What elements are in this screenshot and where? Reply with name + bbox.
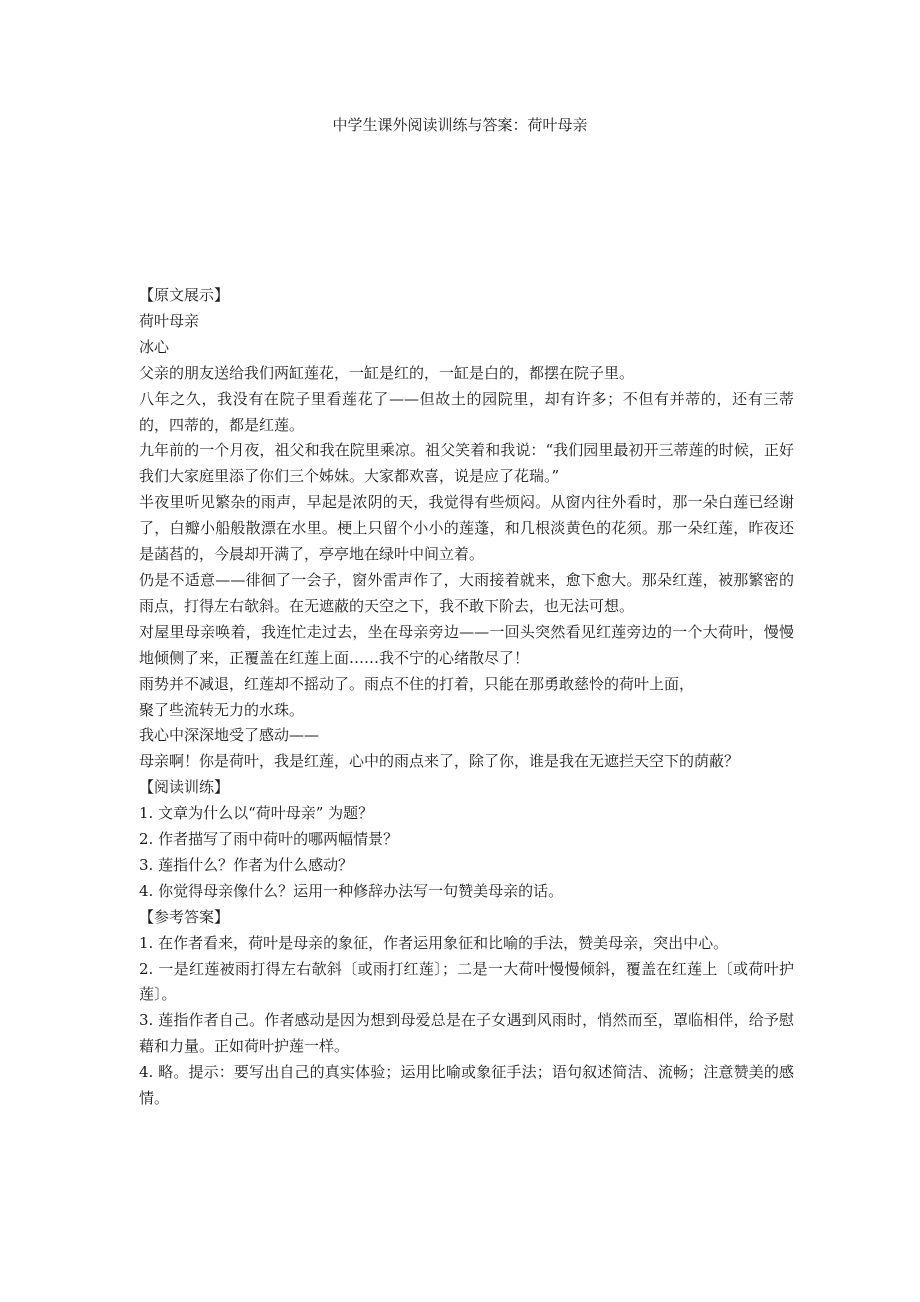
article-title: 荷叶母亲 bbox=[139, 311, 200, 330]
article-paragraph: 雨势并不减退，红莲却不摇动了。雨点不住的打着，只能在那勇敢慈怜的荷叶上面， bbox=[139, 674, 695, 693]
answer-item: 4. 略。提示：要写出自己的真实体验；运用比喻或象征手法；语句叙述简洁、流畅；注意赞美的感情。 bbox=[139, 1063, 794, 1108]
article-paragraph: 八年之久，我没有在院子里看莲花了——但故土的园院里，却有许多；不但有并蒂的，还有三蒂的，四蒂的，都是红莲。 bbox=[139, 389, 794, 434]
article-paragraph: 我心中深深地受了感动—— bbox=[139, 726, 320, 745]
question-item: 3. 莲指什么？作者为什么感动？ bbox=[139, 855, 354, 874]
page-title: 中学生课外阅读训练与答案：荷叶母亲 bbox=[332, 116, 588, 134]
answer-item: 2. 一是红莲被雨打得左右欹斜〔或雨打红莲〕；二是一大荷叶慢慢倾斜，覆盖在红莲上〔或荷叶护莲〕。 bbox=[139, 959, 794, 1004]
article-paragraph: 父亲的朋友送给我们两缸莲花，一缸是红的，一缸是白的，都摆在院子里。 bbox=[139, 363, 635, 382]
answer-item: 3. 莲指作者自己。作者感动是因为想到母爱总是在子女遇到风雨时，悄然而至，罩临相伴，给予慰藉和力量。正如荷叶护莲一样。 bbox=[139, 1011, 794, 1056]
article-paragraph: 聚了些流转无力的水珠。 bbox=[139, 700, 305, 719]
question-item: 1. 文章为什么以“荷叶母亲” 为题？ bbox=[139, 804, 374, 823]
article-paragraph: 半夜里听见繁杂的雨声，早起是浓阴的天，我觉得有些烦闷。从窗内往外看时，那一朵白莲已经谢了，白瓣小船般散漂在水里。梗上只留个小小的莲蓬，和几根淡黄色的花须。那一朵红莲，昨夜还是菡萏的，今晨却开满了，亭亭地在绿叶中间立着。 bbox=[139, 493, 794, 564]
article-paragraph: 九年前的一个月夜，祖父和我在院里乘凉。祖父笑着和我说：“我们园里最初开三蒂莲的时候，正好我们大家庭里添了你们三个姊妹。大家都欢喜，说是应了花瑞。” bbox=[139, 441, 794, 486]
question-item: 2. 作者描写了雨中荷叶的哪两幅情景？ bbox=[139, 830, 399, 849]
section-heading-original: 【原文展示】 bbox=[139, 286, 230, 304]
article-paragraph: 母亲啊！你是荷叶，我是红莲，心中的雨点来了，除了你，谁是我在无遮拦天空下的荫蔽？ bbox=[139, 752, 740, 771]
section-heading-training: 【阅读训练】 bbox=[139, 778, 230, 797]
answer-item: 1. 在作者看来，荷叶是母亲的象征，作者运用象征和比喻的手法，赞美母亲，突出中心。 bbox=[139, 933, 729, 952]
article-paragraph: 仍是不适意——徘徊了一会子，窗外雷声作了，大雨接着就来，愈下愈大。那朵红莲，被那繁密的雨点，打得左右欹斜。在无遮蔽的天空之下，我不敢下阶去，也无法可想。 bbox=[139, 570, 794, 615]
section-heading-answers: 【参考答案】 bbox=[139, 907, 230, 926]
article-paragraph: 对屋里母亲唤着，我连忙走过去，坐在母亲旁边——一回头突然看见红莲旁边的一个大荷叶，慢慢地倾侧了来，正覆盖在红莲上面……我不宁的心绪散尽了！ bbox=[139, 622, 794, 667]
document-body bbox=[139, 283, 794, 1112]
question-item: 4. 你觉得母亲像什么？运用一种修辞办法写一句赞美母亲的话。 bbox=[139, 881, 564, 900]
article-author: 冰心 bbox=[139, 337, 170, 356]
